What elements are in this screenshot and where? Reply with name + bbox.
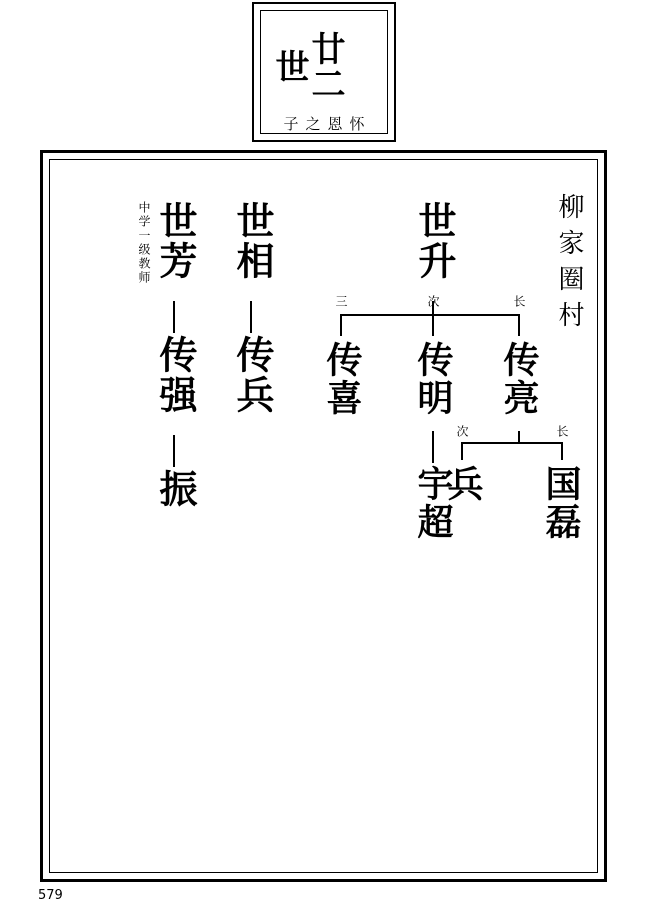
- person-chuanming: 传明: [412, 341, 454, 417]
- sibling-bar-chuanliang-children: [461, 442, 563, 444]
- page-number: 579: [38, 888, 63, 903]
- connector-chuanming-yuchao: [432, 431, 434, 463]
- connector-drop-bing: [461, 442, 463, 460]
- page-inner-border: [49, 159, 598, 873]
- person-bing: 兵: [442, 465, 484, 503]
- person-guolei: 国磊: [540, 465, 582, 541]
- person-yuchao: 宇超: [412, 465, 454, 541]
- connector-shifang-chuanqiang: [173, 301, 175, 333]
- rank-label-guolei: 长: [555, 425, 569, 437]
- person-chuanbing: 传兵: [230, 335, 275, 415]
- person-shifang-note: 中学一级教师: [137, 201, 151, 285]
- person-chuanqiang: 传强: [153, 335, 198, 415]
- person-zhen: 振: [153, 469, 198, 509]
- person-shixiang: 世相: [230, 201, 275, 281]
- connector-chuanqiang-zhen: [173, 435, 175, 467]
- connector-drop-chuanliang: [518, 314, 520, 336]
- person-shifang: 世芳: [153, 201, 198, 281]
- genealogy-page-frame: [40, 150, 607, 882]
- connector-drop-chuanxi: [340, 314, 342, 336]
- person-shisheng: 世升: [412, 201, 457, 281]
- generation-header-box: [252, 2, 396, 142]
- generation-subtitle: 子之恩怀: [283, 115, 372, 133]
- rank-label-chuanliang: 长: [512, 295, 526, 307]
- connector-shixiang-chuanbing: [250, 301, 252, 333]
- person-chuanliang: 传亮: [498, 341, 540, 417]
- person-chuanxi: 传喜: [321, 341, 363, 417]
- connector-drop-chuanming: [432, 314, 434, 336]
- sibling-bar-shisheng-children: [340, 314, 520, 316]
- generation-title: 廿二世: [268, 31, 345, 101]
- rank-label-bing: 次: [455, 425, 469, 437]
- village-label: 柳家圈村: [554, 193, 584, 337]
- rank-label-chuanming: 次: [426, 295, 440, 307]
- rank-label-chuanxi: 三: [334, 295, 348, 307]
- connector-drop-guolei: [561, 442, 563, 460]
